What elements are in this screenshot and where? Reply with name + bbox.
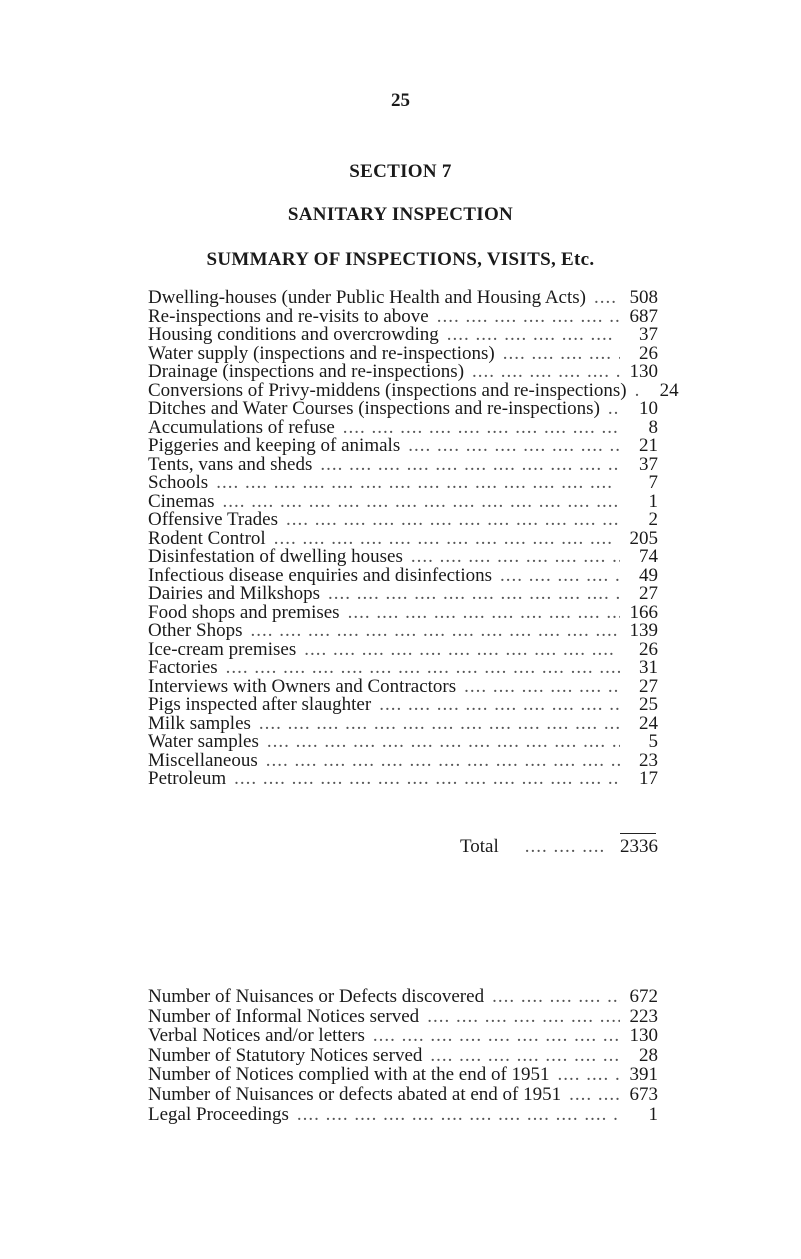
list-item [148, 548, 658, 567]
dot-leader [365, 1026, 620, 1046]
list-item [148, 289, 658, 308]
item-label: Factories [148, 657, 218, 678]
item-value: 26 [639, 342, 658, 364]
dot-leader [456, 678, 620, 697]
list-item [148, 659, 658, 678]
item-value: 17 [639, 768, 658, 789]
item-value: 130 [629, 361, 658, 382]
item-label: Number of Nuisances or Defects discovered [148, 986, 485, 1007]
list-item [148, 326, 658, 345]
dot-leader [320, 585, 620, 604]
list-item [148, 733, 658, 752]
item-label: Water samples [148, 731, 259, 752]
list-item [148, 1065, 658, 1085]
dot-leader [464, 363, 620, 382]
dot-leader [484, 987, 620, 1007]
dot-leader [312, 456, 620, 475]
item-label: Interviews with Owners and Contractors [148, 675, 457, 697]
item-label: Offensive Trades [148, 509, 279, 530]
item-label: Verbal Notices and/or letters [148, 1025, 365, 1047]
list-item [148, 622, 658, 641]
inspections-list [148, 287, 679, 789]
item-value: 7 [648, 472, 658, 493]
item-value: 21 [639, 435, 658, 456]
dot-leader [278, 511, 620, 530]
item-value: 74 [639, 546, 658, 567]
item-value: 508 [629, 287, 658, 308]
dot-leader [439, 326, 620, 345]
dot-leader [586, 289, 620, 308]
dot-leader [371, 696, 620, 715]
item-value: 31 [639, 657, 658, 678]
dot-leader [218, 659, 620, 678]
list-item [148, 585, 658, 604]
item-value: 130 [629, 1025, 658, 1047]
list-item [148, 1046, 658, 1066]
list-item [148, 363, 658, 382]
dot-leader [419, 1007, 620, 1027]
list-item [148, 437, 658, 456]
item-label: Piggeries and keeping of animals [148, 435, 401, 456]
list-item [148, 453, 658, 475]
list-item [148, 1026, 658, 1046]
dot-leader [259, 733, 620, 752]
dot-leader [258, 752, 620, 771]
item-label: Housing conditions and overcrowding [148, 324, 439, 345]
item-label: Number of Informal Notices served [148, 1005, 420, 1027]
item-label: Miscellaneous [148, 749, 258, 771]
list-item [148, 638, 658, 660]
dot-leader [422, 1046, 620, 1066]
item-label: Other Shops [148, 620, 243, 641]
dot-leader [561, 1085, 620, 1105]
dot-leader [550, 1065, 620, 1085]
item-value: 5 [648, 731, 658, 752]
item-value: 139 [629, 620, 658, 641]
list-item [148, 400, 658, 419]
item-label: Number of Statutory Notices served [148, 1044, 423, 1066]
dot-leader [492, 567, 620, 586]
list-item [148, 987, 658, 1007]
item-value: 27 [639, 583, 658, 604]
item-value: 27 [639, 675, 658, 697]
dot-leader [600, 400, 620, 419]
item-value: 205 [629, 527, 658, 549]
dot-leader [340, 604, 620, 623]
item-value: 166 [629, 601, 658, 623]
item-label: Cinemas [148, 490, 215, 512]
dot-leader [296, 641, 620, 660]
total-rule [620, 833, 656, 834]
item-label: Legal Proceedings [148, 1103, 289, 1125]
item-label: Pigs inspected after slaughter [148, 694, 372, 715]
item-label: Dwelling-houses (under Public Health and Housing Acts) [148, 287, 586, 308]
item-value: 673 [629, 1083, 658, 1105]
item-label: Ice-cream premises [148, 638, 297, 660]
dot-leader [242, 622, 620, 641]
list-item [148, 770, 658, 789]
notices-list [148, 987, 658, 1124]
item-value: 391 [629, 1064, 658, 1086]
item-label: Infectious disease enquiries and disinfections [148, 564, 493, 586]
total-value: 2336 [620, 836, 658, 857]
item-value: 223 [629, 1005, 658, 1027]
item-label: Number of Nuisances or defects abated at end of 1951 [148, 1083, 562, 1105]
item-value: 8 [648, 416, 658, 438]
page-number: 25 [391, 90, 410, 111]
dot-leader [429, 308, 620, 327]
item-label: Conversions of Privy-middens (inspections and re-inspections) [148, 379, 627, 401]
item-value: 687 [629, 305, 658, 327]
item-value: 10 [639, 398, 658, 419]
item-value: 24 [639, 712, 658, 734]
list-item [148, 1085, 658, 1105]
dot-leader [208, 474, 620, 493]
item-value: 37 [639, 324, 658, 345]
item-label: Accumulations of refuse [148, 416, 335, 438]
dot-leader [495, 345, 620, 364]
item-label: Dairies and Milkshops [148, 583, 321, 604]
item-value: 1 [648, 1103, 658, 1125]
item-value: 28 [639, 1044, 658, 1066]
dot-leader [251, 715, 620, 734]
list-item [148, 696, 658, 715]
section-heading: SECTION 7 [349, 161, 452, 182]
item-label: Food shops and premises [148, 601, 340, 623]
dot-leader [226, 770, 620, 789]
page-subtitle: SUMMARY OF INSPECTIONS, VISITS, Etc. [206, 249, 595, 270]
item-value: 23 [639, 749, 658, 771]
list-item [148, 474, 658, 493]
item-label: Petroleum [148, 768, 227, 789]
item-value: 49 [639, 564, 658, 586]
dot-leader [400, 437, 620, 456]
item-label: Schools [148, 472, 209, 493]
dot-leader [499, 836, 610, 858]
page-title: SANITARY INSPECTION [287, 204, 514, 225]
item-label: Rodent Control [148, 527, 266, 549]
list-item [148, 511, 658, 530]
item-value: 37 [639, 453, 658, 475]
item-label: Drainage (inspections and re-inspections) [148, 361, 465, 382]
dot-leader [403, 548, 620, 567]
item-value: 1 [648, 490, 658, 512]
item-label: Ditches and Water Courses (inspections and re-inspections) [148, 398, 600, 419]
item-label: Number of Notices complied with at the end of 1951 [148, 1064, 550, 1086]
total-label: Total [460, 836, 499, 857]
item-label: Milk samples [148, 712, 251, 734]
item-value: 672 [629, 986, 658, 1007]
item-value: 25 [639, 694, 658, 715]
item-label: Re-inspections and re-visits to above [148, 305, 429, 327]
item-value: 2 [648, 509, 658, 530]
total-row [460, 836, 658, 858]
item-label: Water supply (inspections and re-inspections) [148, 342, 495, 364]
list-item [148, 1007, 658, 1027]
item-value: 24 [659, 379, 679, 401]
item-label: Disinfestation of dwelling houses [148, 546, 403, 567]
list-item [148, 1105, 658, 1125]
item-value: 26 [639, 638, 658, 660]
dot-leader [289, 1105, 620, 1125]
item-label: Tents, vans and sheds [148, 453, 313, 475]
